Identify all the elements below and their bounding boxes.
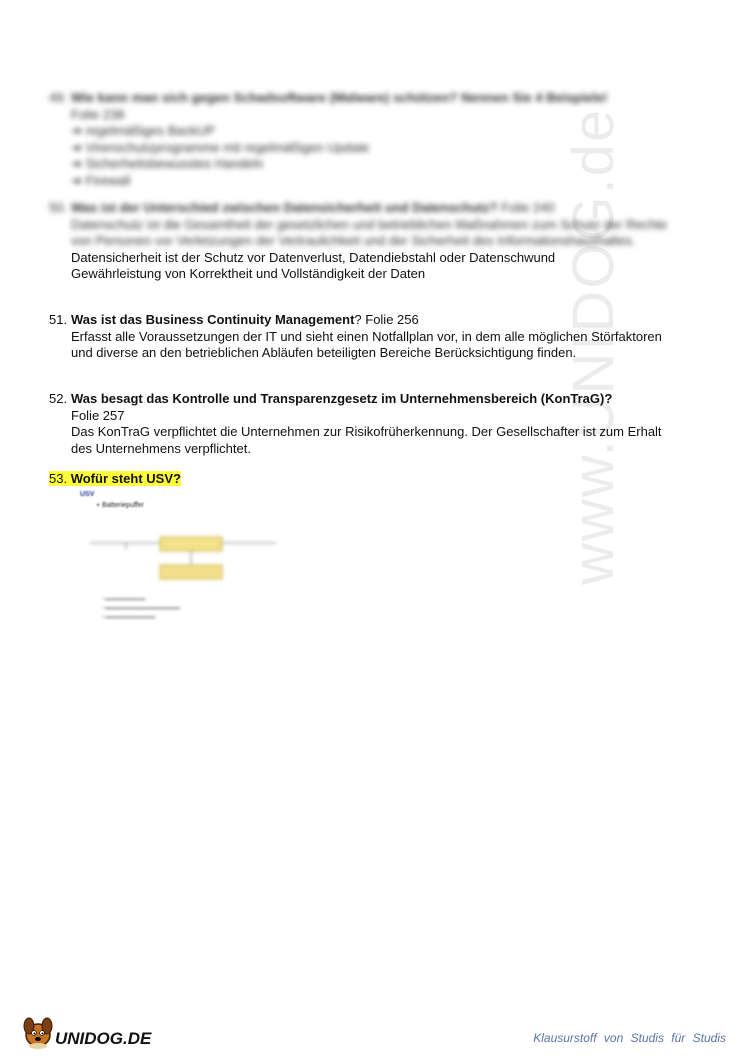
answer-text: Das KonTraG verpflichtet die Unternehmen zur Risikofrüherkennung. Der Gesellschafter ist zum Erhalt des Unternehmens verpflichtet.	[71, 424, 662, 456]
answer-text: Erfasst alle Voraussetzungen der IT und sieht einen Notfallplan vor, in dem alle möglichen Störfaktoren und diverse an den betrieblichen Abläufen beteiligten Bereiche Berücksichtigung finden.	[71, 328, 662, 360]
question-number: 52.	[49, 391, 68, 406]
question-title: Wofür steht USV?	[70, 471, 181, 486]
answer-item: ➔ Firewall	[71, 172, 131, 188]
slide-reference: ? Folie 256	[354, 312, 419, 327]
answer-item: ➔ regelmäßiges BackUP	[71, 123, 215, 138]
dog-mascot-icon	[24, 1018, 52, 1049]
question-number: 51.	[49, 312, 68, 327]
question-52	[49, 391, 669, 457]
question-number: 49.	[49, 90, 68, 105]
answer-text-blurred: Datenschutz ist die Gesamtheit der gesetzlichen und betrieblichen Maßnahmen zum Schutz der Rechte von Personen vor Verletzungen der Vertraulichkeit und der Sicherheit des Informationshaushaltes.	[71, 216, 668, 248]
logo-text: UNIDOG.DE	[55, 1029, 152, 1048]
slide-reference: Folie 238	[71, 106, 125, 122]
slide-list-blurred: • ▬▬▬▬▬▬▬▬ • ▬▬▬▬▬▬▬▬▬▬▬▬▬▬▬ • ▬▬▬▬▬▬▬▬▬▬	[102, 596, 181, 620]
answer-line: Gewährleistung von Korrektheit und Vollständigkeit der Daten	[71, 266, 426, 281]
slide-reference: Folie 240	[497, 200, 555, 215]
question-49	[49, 90, 669, 189]
question-title: Was besagt das Kontrolle und Transparenzgesetz im Unternehmensbereich (KonTraG)?	[71, 391, 613, 406]
answer-item: ➔ Sicherheitsbewusstes Handeln	[71, 156, 264, 171]
question-50	[49, 200, 669, 283]
slide-thumbnail	[80, 490, 280, 630]
highlighted-question	[49, 471, 181, 486]
question-number: 50.	[49, 200, 68, 215]
answer-line: Datensicherheit ist der Schutz vor Datenverlust, Datendiebstahl oder Datenschwund	[71, 249, 556, 265]
unidog-logo	[18, 1010, 163, 1052]
question-title: Was ist der Unterschied zwischen Datensicherheit und Datenschutz?	[71, 200, 498, 215]
slide-reference: Folie 257	[71, 407, 125, 423]
question-53	[49, 471, 669, 488]
diagram-box-top	[160, 537, 222, 551]
question-51	[49, 312, 669, 362]
watermark: www.UNIDOG.de	[561, 107, 626, 585]
answer-item: ➔ Virenschutzprogramme mit regelmäßigen Update	[71, 139, 370, 155]
footer-tagline: Klausurstoff von Studis für Studis	[533, 1031, 726, 1045]
slide-bullet: + Batteriepuffer	[96, 502, 144, 509]
usv-diagram	[88, 535, 278, 595]
question-title: Was ist das Business Continuity Management	[71, 312, 355, 327]
question-title: Wie kann man sich gegen Schadsoftware (Malware) schützen? Nennen Sie 4 Beispiele!	[71, 90, 608, 105]
diagram-box-bottom	[160, 565, 222, 579]
slide-title: USV	[80, 491, 95, 498]
question-number: 53.	[49, 471, 68, 486]
